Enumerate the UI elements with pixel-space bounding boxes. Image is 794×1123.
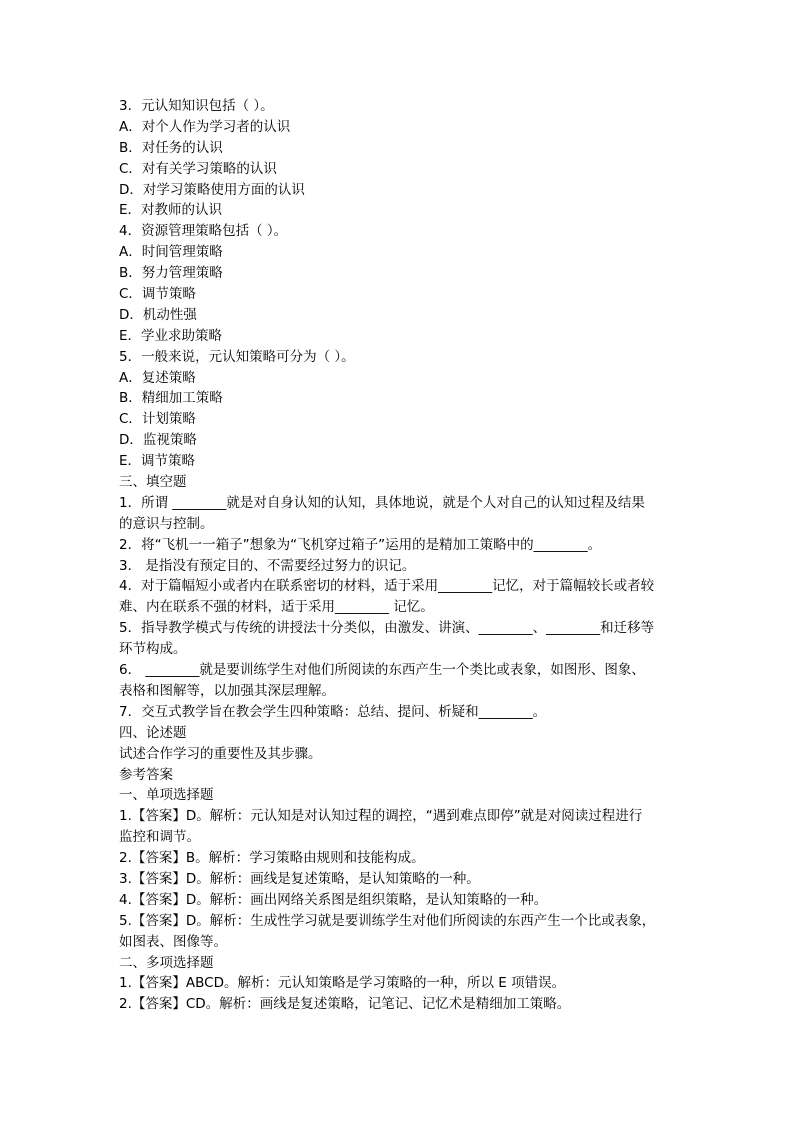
text-line: 四、论述题 [119,724,187,741]
text-line: 6． ________就是要训练学生对他们所阅读的东西产生一个类比或表象，如图形、图象、 [119,662,645,679]
text-line: 1.【答案】D。解析：元认知是对认知过程的调控，“遇到难点即停”就是对阅读过程进行 [119,808,643,825]
text-line: 3．元认知知识包括（ ）。 [119,98,274,114]
text-line: 5．一般来说，元认知策略可分为（ ）。 [119,348,355,365]
text-line: B．精细加工策略 [119,390,223,407]
text-line: 环节构成。 [119,641,187,658]
text-line: 3． 是指没有预定目的、不需要经过努力的识记。 [119,557,416,574]
text-line: A．对个人作为学习者的认识 [119,118,291,135]
text-line: 4．资源管理策略包括（ ）。 [119,223,288,240]
text-line: 表格和图解等，以加强其深层理解。 [119,682,335,699]
text-line: 二、多项选择题 [119,954,214,971]
text-line: E．对教师的认识 [119,202,223,219]
text-line: D．机动性强 [119,306,197,323]
text-line: 7．交互式教学旨在教会学生四种策略：总结、提问、析疑和________。 [119,703,547,720]
text-line: 4．对于篇幅短小或者内在联系密切的材料，适于采用________记忆，对于篇幅较长或者较 [119,578,655,595]
text-line: E．学业求助策略 [119,327,223,344]
text-line: A．时间管理策略 [119,244,223,261]
text-line: 一、单项选择题 [119,787,214,804]
document-text [119,96,679,1015]
text-line: 2.【答案】B。解析：学习策略由规则和技能构成。 [119,850,425,867]
text-line: 试述合作学习的重要性及其步骤。 [119,745,322,762]
text-line: 1.【答案】ABCD。解析：元认知策略是学习策略的一种，所以 E 项错误。 [119,975,566,992]
text-line: C．调节策略 [119,286,196,303]
text-line: 参考答案 [119,766,173,783]
text-line: D．监视策略 [119,432,197,449]
text-line: 2．将“飞机一一箱子”想象为“飞机穿过箱子”运用的是精加工策略中的________。 [119,536,602,553]
text-line: 如图表、图像等。 [119,933,227,950]
text-line: D．对学习策略使用方面的认识 [119,181,305,198]
text-line: B．努力管理策略 [119,265,223,282]
text-line: 5．指导教学模式与传统的讲授法十分类似，由激发、讲演、________、________和迁移等 [119,620,655,637]
text-line: 监控和调节。 [119,829,200,846]
text-line: 难、内在联系不强的材料，适于采用________ 记忆。 [119,599,434,616]
text-line: A．复述策略 [119,369,196,386]
text-line: 5.【答案】D。解析：生成性学习就是要训练学生对他们所阅读的东西产生一个比或表象， [119,912,656,929]
text-line: B．对任务的认识 [119,139,223,156]
text-line: C．计划策略 [119,411,196,428]
text-line: 3.【答案】D。解析：画线是复述策略，是认知策略的一种。 [119,870,480,887]
text-line: C．对有关学习策略的认识 [119,160,277,177]
text-line: 2.【答案】CD。解析：画线是复述策略，记笔记、记忆术是精细加工策略。 [119,996,571,1013]
text-line: E．调节策略 [119,453,196,470]
text-line: 三、填空题 [119,474,187,491]
text-line: 4.【答案】D。解析：画出网络关系图是组织策略，是认知策略的一种。 [119,891,548,908]
text-line: 1．所谓 ________就是对自身认知的认知，具体地说，就是个人对自己的认知过程及结果 [119,494,645,511]
text-line: 的意识与控制。 [119,515,214,532]
